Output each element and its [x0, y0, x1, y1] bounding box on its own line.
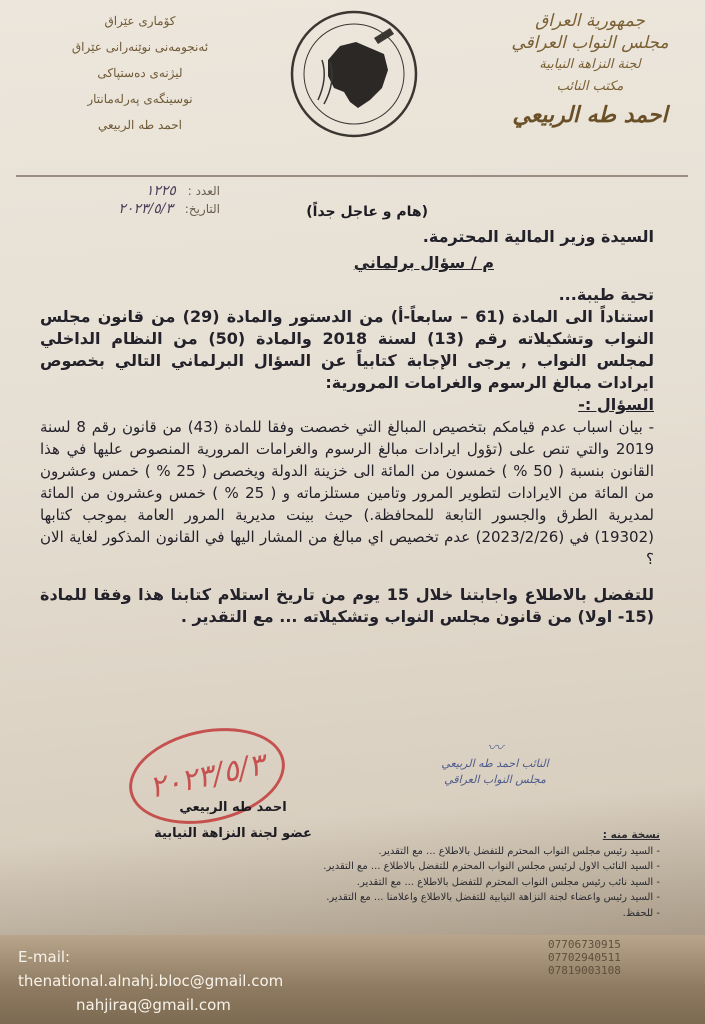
seal-line: النائب احمد طه الربيعي — [441, 757, 549, 770]
question-heading: السؤال :- — [578, 395, 654, 414]
number-label: العدد : — [187, 184, 220, 198]
footer-contact — [18, 945, 338, 1017]
email-link[interactable]: nahjiraq@gmail.com — [76, 996, 231, 1014]
phone-number: 07819003108 — [548, 964, 621, 977]
letter-meta — [60, 182, 220, 218]
header-kurdish — [40, 8, 240, 138]
urgent-label: (هام و عاجل جداً) — [306, 204, 428, 220]
header-divider — [16, 175, 688, 177]
seal-line: مجلس النواب العراقي — [444, 773, 546, 786]
phone-list — [548, 938, 638, 977]
stamp-date: ٢٠٢٣/٥/٣ — [146, 746, 268, 806]
letter-body — [40, 226, 654, 628]
email-row-2 — [18, 993, 338, 1017]
header-line: مكتب النائب — [556, 79, 624, 94]
greeting: تحية طيبة... — [558, 285, 654, 304]
header-line: لیژنەی دەستپاکی — [97, 66, 183, 80]
seal-signature-icon: 〰 — [486, 738, 503, 757]
date-row — [60, 200, 220, 218]
official-seal — [420, 740, 570, 788]
email-link[interactable]: thenational.alnahj.bloc@gmail.com — [18, 972, 284, 990]
header-line: لجنة النزاهة النيابية — [539, 57, 641, 72]
question-paragraph: - بيان اسباب عدم قيامكم بتخصيص المبالغ التي خصصت وفقا للمادة (43) من قانون رقم 8 لسنة 2019 والتي تنص على (تؤول ايرادات مبالغ الرسوم والغرامات المرورية المنصوص عليها في هذا القانون بنسبة ( 50 % ) خمسون من المائة الى خزينة الدولة ويخصص ( 25 % ) خمس وعشرون من المائة من الايرادات لتطوير المرور وتامين مستلزماته و ( 25 % ) خمس وعشرون من المائة لمديرية الطرق والجسور التابعة للمحافظة.) حيث بينت مديرية المرور العامة بموجب كتابها (19302) في (2023/2/26) عدم تخصيص اي مبالغ من المشار اليها في القانون المذكور لغاية الان ؟ — [40, 418, 654, 568]
copy-item: - السيد رئيس مجلس النواب المحترم للتفضل بالاطلاع ... مع التقدير. — [378, 845, 660, 857]
parliament-logo — [288, 8, 420, 140]
signatory-title: عضو لجنة النزاهة النيابية — [154, 826, 312, 841]
number-value: ١٢٢٥ — [145, 183, 176, 199]
header-line: کۆماری عێراق — [104, 14, 176, 28]
number-row — [60, 182, 220, 200]
copy-item: - السيد رئيس واعضاء لجنة النزاهة النيابية للتفضل بالاطلاع واعلامنا ... مع التقدير. — [326, 892, 660, 903]
closing-paragraph: للتفضل بالاطلاع واجابتنا خلال 15 يوم من تاريخ استلام كتابنا هذا وفقا للمادة (15- اولا) من قانون مجلس النواب وتشكيلاته ... مع التقدير . — [40, 585, 655, 626]
subject: م / سؤال برلماني — [353, 253, 494, 272]
copy-item: - السيد نائب رئيس مجلس النواب المحترم للتفضل بالاطلاع ... مع التقدير. — [356, 876, 660, 888]
copy-item: - السيد النائب الاول لرئيس مجلس النواب المحترم للتفضل بالاطلاع ... مع التقدير. — [323, 861, 660, 872]
phone-number: 07702940511 — [548, 951, 621, 964]
copy-item: - للحفظ. — [622, 907, 660, 919]
intro-paragraph: استناداً الى المادة (61 – سابعاً-أ) من الدستور والمادة (29) من قانون مجلس النواب وتشكيلاته رقم (13) لسنة 2018 والمادة (50) من النظام الداخلي لمجلس النواب , يرجى الإجابة كتابياً عن السؤال البرلماني التالي بخصوص ايرادات مبالغ الرسوم والغرامات المرورية: — [40, 307, 654, 392]
header-line: مجلس النواب العراقي — [511, 33, 669, 53]
header-line: احمد طه الربيعي — [512, 102, 668, 128]
copies-list — [280, 828, 660, 921]
date-label: التاريخ: — [184, 202, 220, 216]
copies-heading: نسخة منه : — [602, 829, 660, 841]
iraq-map-emblem-icon — [288, 8, 420, 140]
header-line: ئەنجومەنی نوێنەرانی عێراق — [71, 40, 209, 54]
phone-number: 07706730915 — [548, 938, 621, 951]
header-arabic — [490, 10, 690, 132]
email-row — [18, 945, 338, 993]
email-label: E-mail: — [18, 948, 71, 966]
addressee: السيدة وزير المالية المحترمة. — [422, 227, 654, 246]
signatory-name: احمد طه الربيعي — [179, 800, 287, 815]
header-line: نوسینگەی پەرلەمانتار — [87, 92, 193, 106]
header-line: جمهورية العراق — [535, 11, 645, 31]
date-value: ٢٠٢٣/٥/٣ — [118, 201, 173, 217]
header-line: احمد طه الربيعي — [98, 118, 182, 132]
